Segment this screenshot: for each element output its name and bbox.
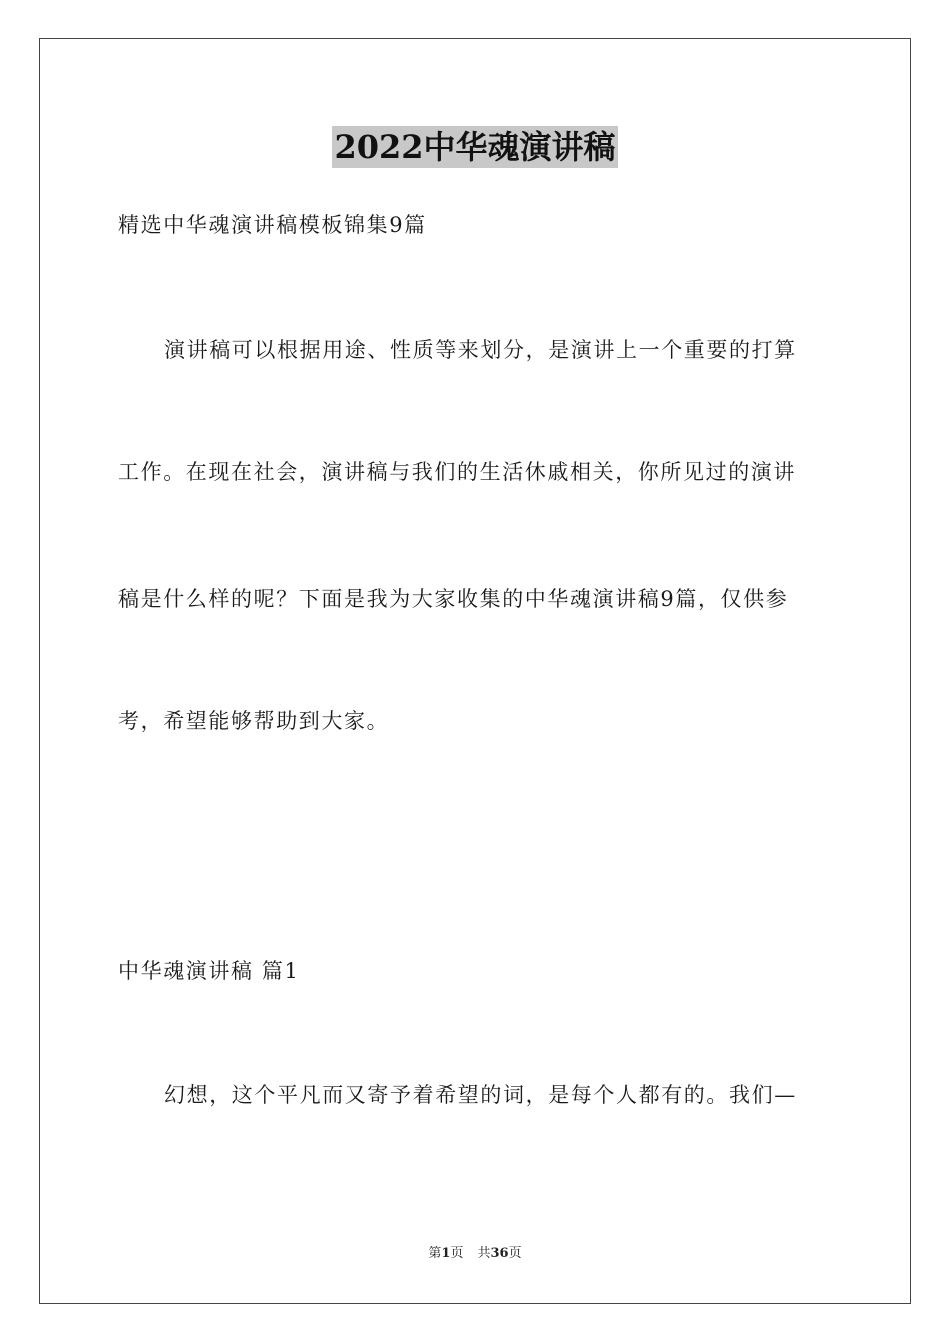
page-prefix: 第 (428, 1246, 442, 1261)
current-page-number: 1 (441, 1246, 451, 1261)
title-container (0, 126, 950, 168)
total-prefix: 共 (477, 1246, 491, 1261)
total-page-count: 36 (490, 1246, 509, 1261)
section-heading: 中华魂演讲稿 篇1 (118, 959, 300, 983)
total-suffix: 页 (508, 1246, 522, 1261)
section-paragraph-line-1: 幻想，这个平凡而又寄予着希望的词，是每个人都有的。我们— (164, 1083, 797, 1107)
document-title: 2022中华魂演讲稿 (334, 128, 616, 166)
document-subtitle: 精选中华魂演讲稿模板锦集9篇 (118, 213, 427, 237)
intro-paragraph-line-1: 演讲稿可以根据用途、性质等来划分，是演讲上一个重要的打算 (164, 338, 797, 362)
page-footer (0, 1245, 950, 1263)
intro-paragraph-line-4: 考，希望能够帮助到大家。 (118, 709, 390, 733)
intro-paragraph-line-2: 工作。在现在社会，演讲稿与我们的生活休戚相关，你所见过的演讲 (118, 460, 796, 484)
page-suffix: 页 (450, 1246, 464, 1261)
intro-paragraph-line-3: 稿是什么样的呢？下面是我为大家收集的中华魂演讲稿9篇，仅供参 (118, 587, 789, 611)
